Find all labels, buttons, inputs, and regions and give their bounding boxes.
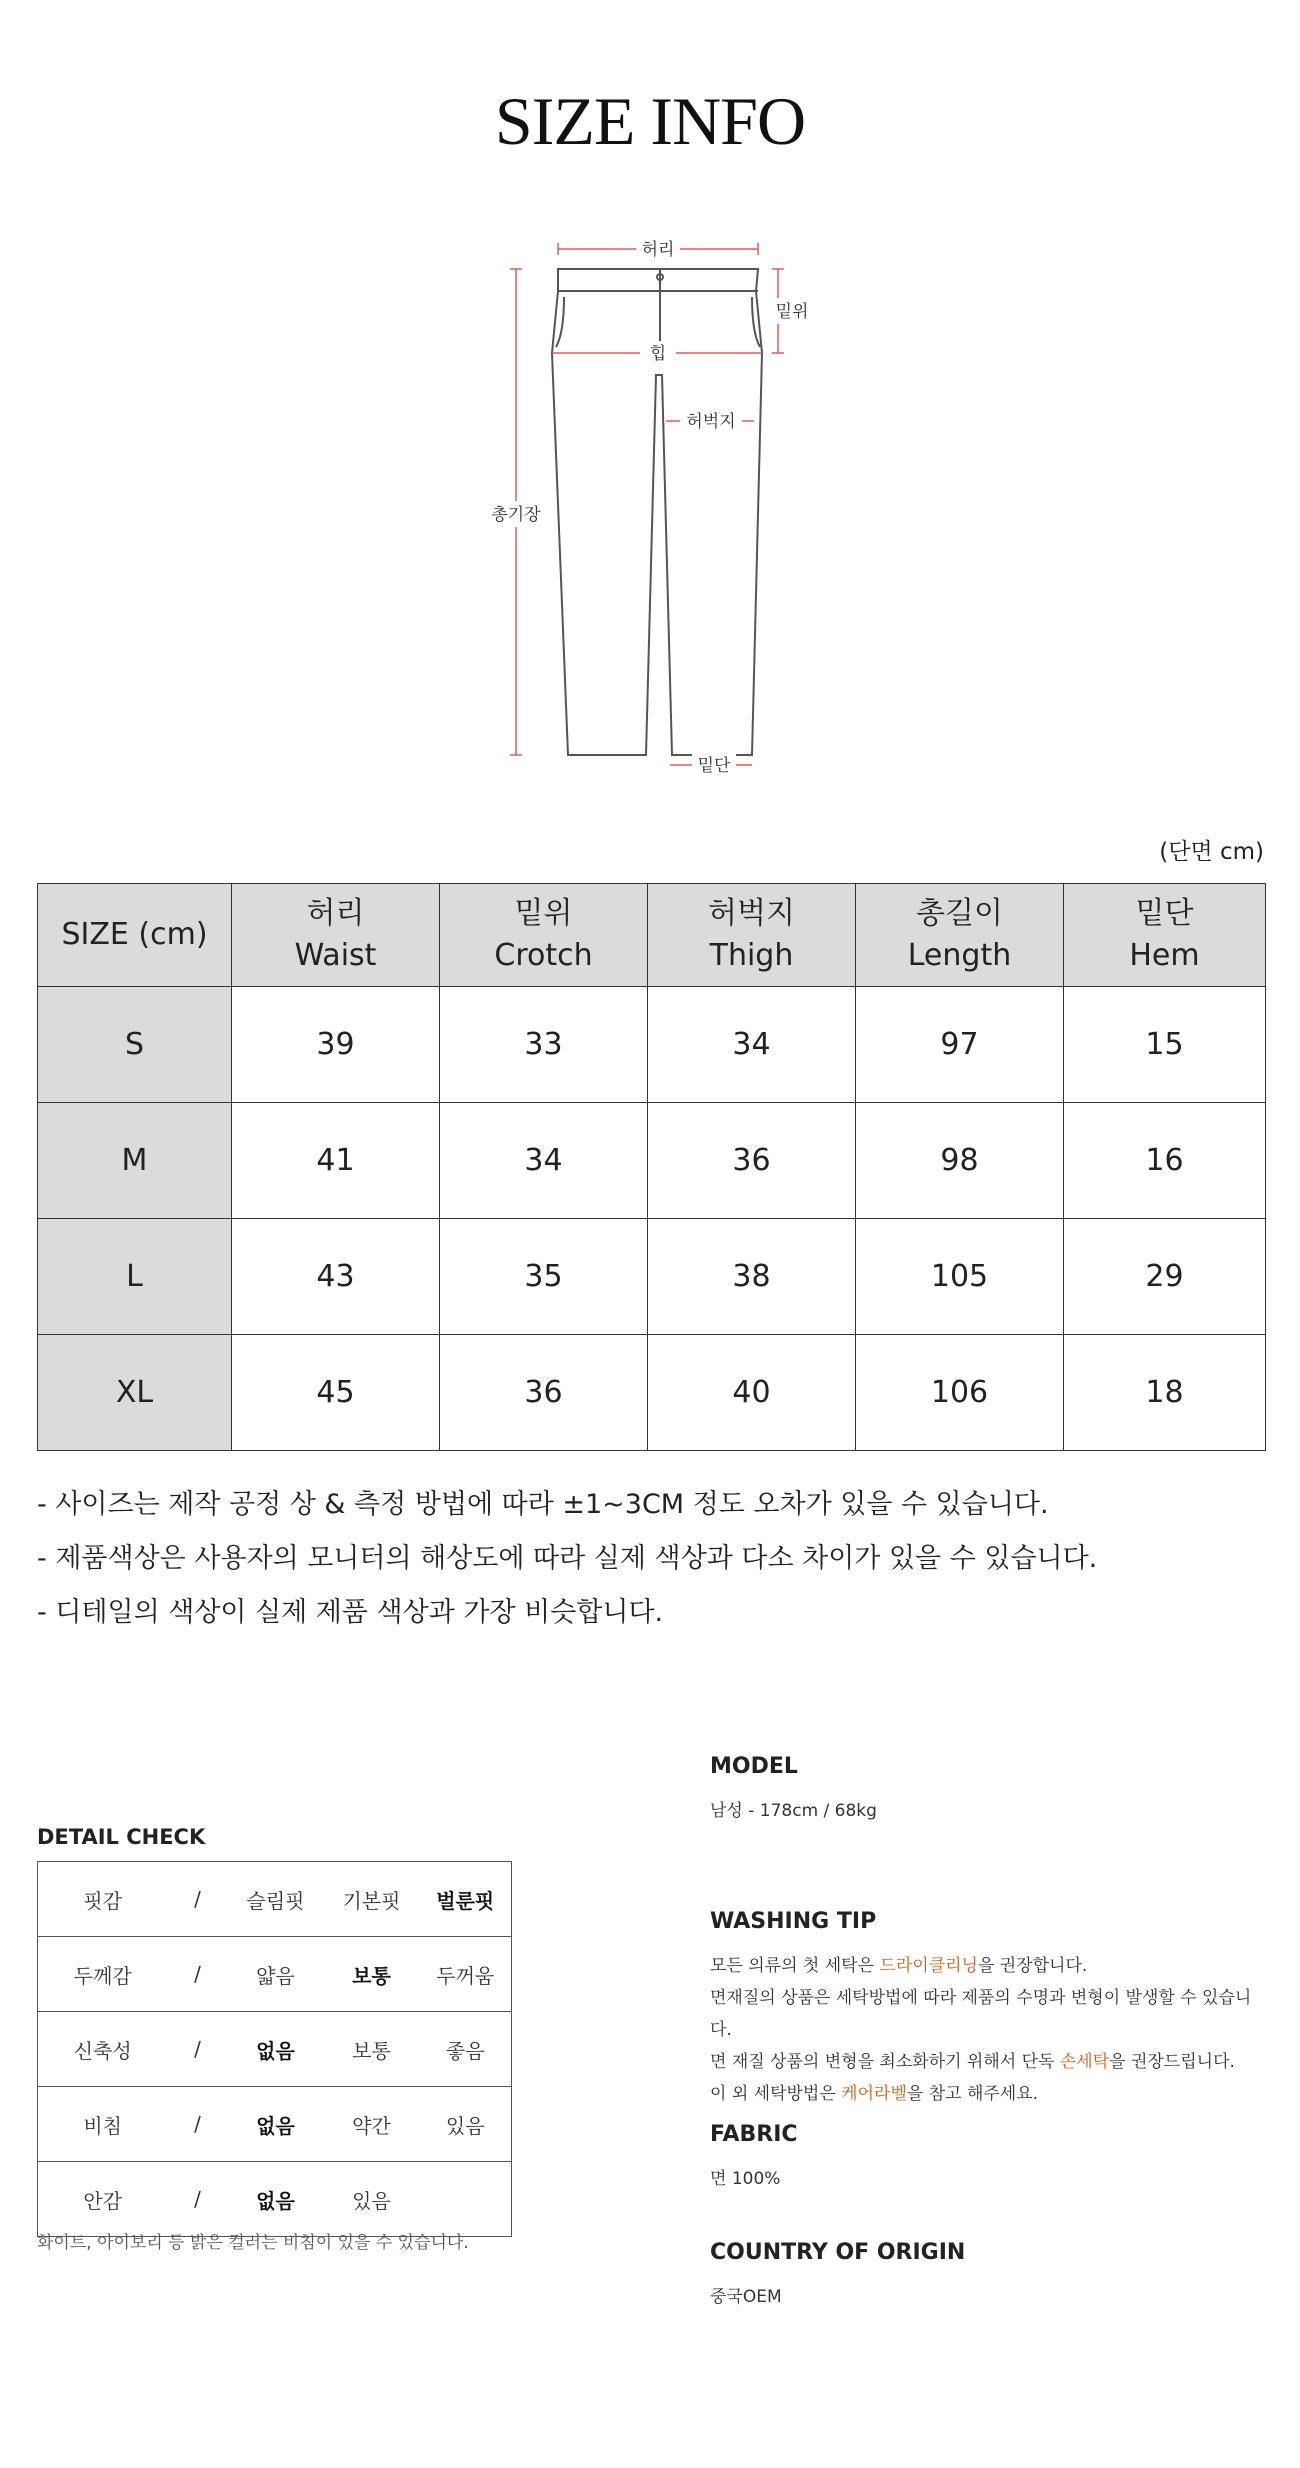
label-crotch: 밑위 [775,302,809,322]
origin-section [710,2240,1270,2313]
table-cell: 39 [232,987,440,1103]
notes-list [37,1478,1097,1640]
table-cell: 33 [440,987,648,1103]
detail-row-fit [38,1862,512,1937]
table-cell: 97 [856,987,1064,1103]
table-cell: 105 [856,1219,1064,1335]
detail-option-selected: 보통 [324,1937,420,2012]
washing-title: WASHING TIP [710,1909,877,1934]
table-cell: 29 [1064,1219,1266,1335]
washing-line-3: 면 재질 상품의 변형을 최소화하기 위해서 단독 손세탁을 권장드립니다. [710,2052,1235,2072]
note-item: - 디테일의 색상이 실제 제품 색상과 가장 비슷합니다. [37,1597,664,1628]
detail-option: 보통 [324,2012,420,2087]
detail-label: 두께감 [38,1937,168,2012]
fabric-section [710,2122,1270,2195]
detail-label: 신축성 [38,2012,168,2087]
detail-option: 두꺼움 [420,1937,512,2012]
page-title: SIZE INFO [494,83,806,159]
size-table [37,883,1266,1451]
header-crotch: 밑위 Crotch [440,884,648,987]
fabric-title: FABRIC [710,2122,798,2147]
model-text: 남성 - 178cm / 68kg [710,1801,877,1821]
size-cell: L [38,1219,232,1335]
detail-option-selected: 없음 [228,2087,324,2162]
fabric-text: 면 100% [710,2169,781,2189]
note-item: - 제품색상은 사용자의 모니터의 해상도에 따라 실제 색상과 다소 차이가 있을 수 있습니다. [37,1543,1098,1574]
header-thigh: 허벅지 Thigh [648,884,856,987]
size-cell: M [38,1103,232,1219]
table-cell: 34 [440,1103,648,1219]
model-section [710,1754,1270,1827]
pants-diagram [460,225,840,805]
detail-option-selected: 없음 [228,2012,324,2087]
table-row [38,1103,1266,1219]
detail-check-table [37,1861,512,2237]
header-size: SIZE (cm) [38,884,232,987]
detail-separator: / [168,1937,228,2012]
detail-option: 약간 [324,2087,420,2162]
origin-text: 중국OEM [710,2287,782,2307]
detail-label: 비침 [38,2087,168,2162]
size-table-header [38,884,1266,987]
header-length: 총길이 Length [856,884,1064,987]
label-hem: 밑단 [697,756,731,776]
table-cell: 40 [648,1335,856,1451]
detail-label: 안감 [38,2162,168,2237]
detail-row-stretch [38,2012,512,2087]
note-item: - 사이즈는 제작 공정 상 & 측정 방법에 따라 ±1~3CM 정도 오차가 있을 수 있습니다. [37,1489,1049,1520]
table-row [38,1335,1266,1451]
detail-check-note: 화이트, 아이보리 등 밝은 컬러는 비침이 있을 수 있습니다. [37,2233,469,2253]
size-cell: S [38,987,232,1103]
table-cell: 38 [648,1219,856,1335]
detail-option: 얇음 [228,1937,324,2012]
table-cell: 98 [856,1103,1064,1219]
washing-line-4: 이 외 세탁방법은 케어라벨을 참고 해주세요. [710,2084,1039,2104]
detail-option-selected: 벌룬핏 [420,1862,512,1937]
detail-option: 있음 [420,2087,512,2162]
table-cell: 34 [648,987,856,1103]
detail-check-title: DETAIL CHECK [37,1825,206,1849]
table-cell: 35 [440,1219,648,1335]
detail-option: 슬림핏 [228,1862,324,1937]
model-title: MODEL [710,1754,798,1779]
washing-line-1: 모든 의류의 첫 세탁은 드라이클리닝을 권장합니다. [710,1956,1088,1976]
table-cell: 41 [232,1103,440,1219]
detail-option-selected: 없음 [228,2162,324,2237]
header-hem: 밑단 Hem [1064,884,1266,987]
pants-outline [460,225,840,805]
table-cell: 106 [856,1335,1064,1451]
table-cell: 36 [440,1335,648,1451]
detail-separator: / [168,2087,228,2162]
label-thigh: 허벅지 [686,412,736,432]
detail-row-lining [38,2162,512,2237]
label-length: 총기장 [491,505,541,525]
detail-option: 기본핏 [324,1862,420,1937]
unit-note: (단면 cm) [1159,839,1264,865]
detail-option: 있음 [324,2162,420,2237]
detail-label: 핏감 [38,1862,168,1937]
detail-row-thickness [38,1937,512,2012]
detail-separator: / [168,2012,228,2087]
table-row [38,1219,1266,1335]
header-waist: 허리 Waist [232,884,440,987]
detail-row-sheer [38,2087,512,2162]
table-cell: 43 [232,1219,440,1335]
detail-separator: / [168,1862,228,1937]
table-cell: 16 [1064,1103,1266,1219]
size-cell: XL [38,1335,232,1451]
label-hip: 힙 [649,344,667,364]
detail-option [420,2162,512,2237]
detail-separator: / [168,2162,228,2237]
label-waist: 허리 [641,240,675,260]
washing-section [710,1909,1270,2110]
detail-option: 좋음 [420,2012,512,2087]
table-cell: 15 [1064,987,1266,1103]
washing-line-2: 면재질의 상품은 세탁방법에 따라 제품의 수명과 변형이 발생할 수 있습니다. [710,1988,1252,2040]
table-cell: 36 [648,1103,856,1219]
origin-title: COUNTRY OF ORIGIN [710,2240,966,2265]
table-row [38,987,1266,1103]
table-cell: 45 [232,1335,440,1451]
table-cell: 18 [1064,1335,1266,1451]
